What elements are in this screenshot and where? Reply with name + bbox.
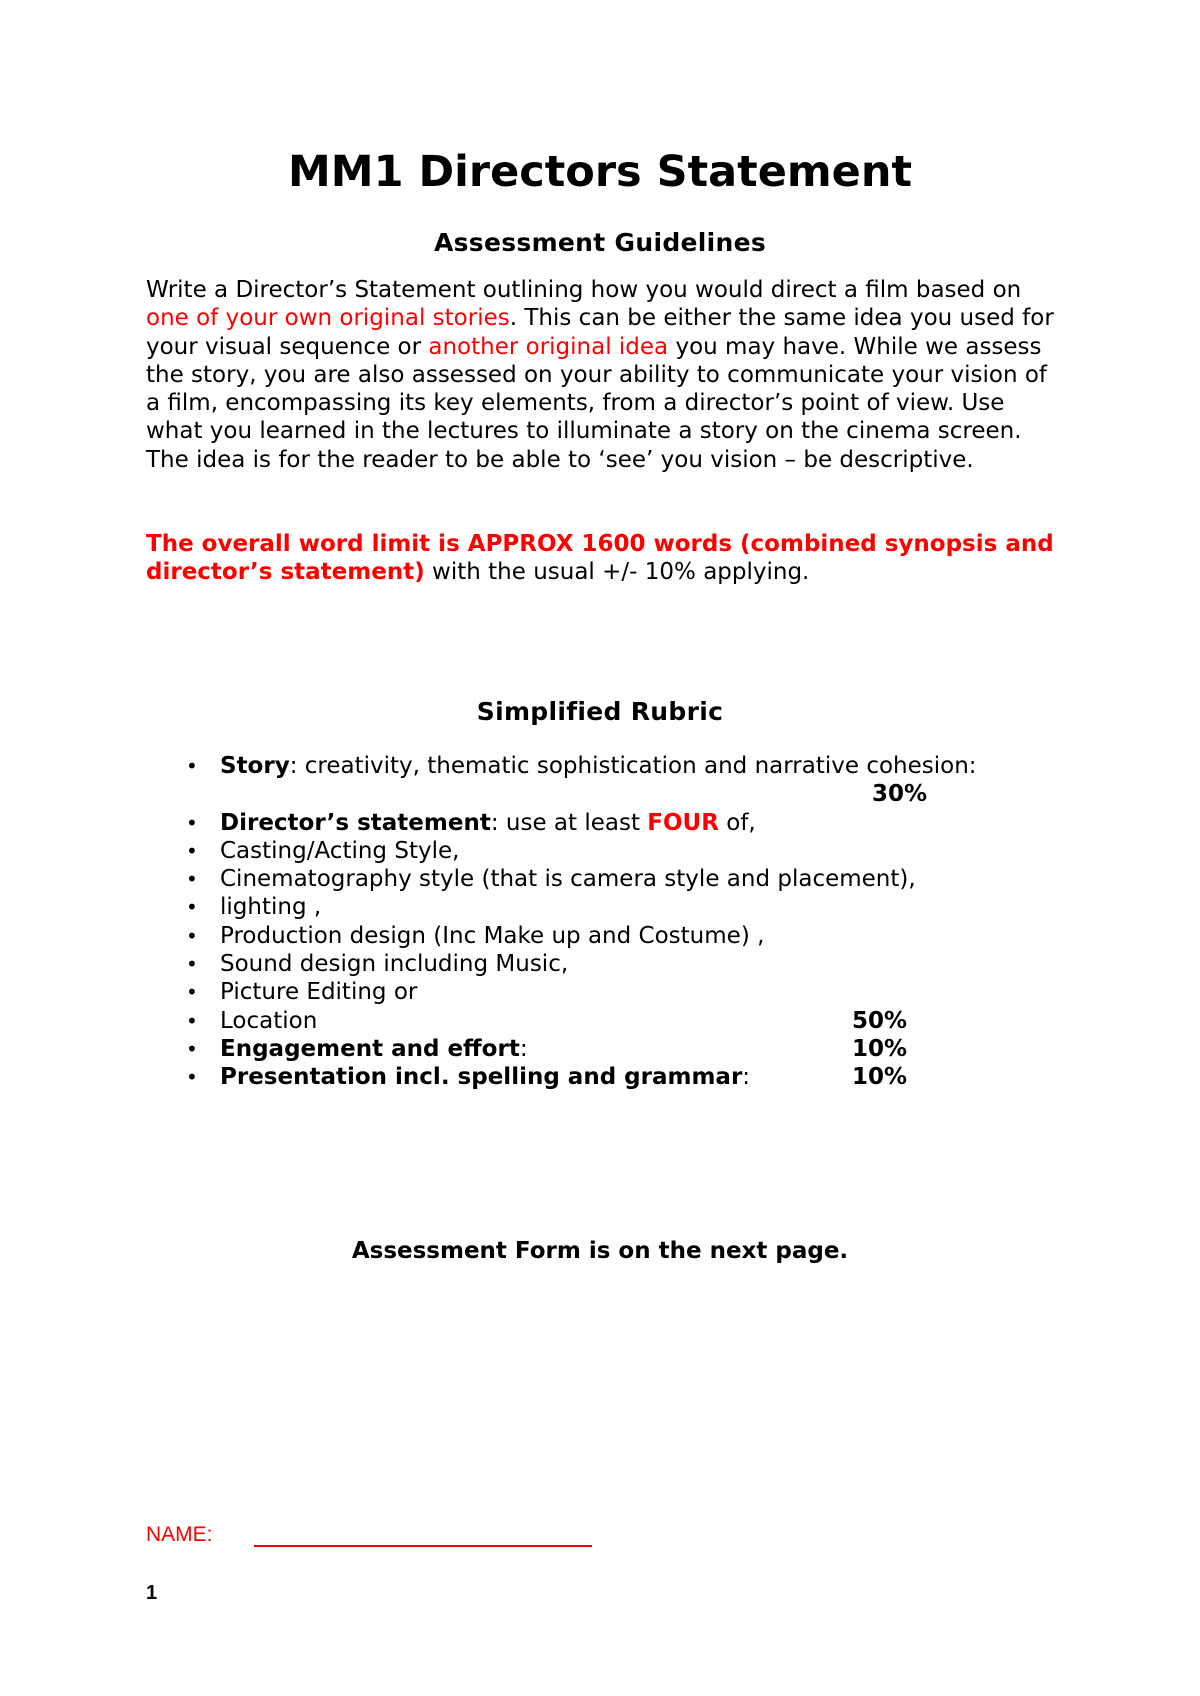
rubric-story-description: : creativity, thematic sophistication and narrative cohesion: [289,753,977,779]
assessment-guidelines-heading: Assessment Guidelines [433,228,767,257]
rubric-item-story [186,752,1046,809]
rubric-item-production-design [186,922,1046,950]
rubric-directors-label: Director’s statement [220,809,491,836]
rubric-item-location [186,1007,1046,1035]
rubric-list [186,752,1046,1092]
rubric-item-label: Casting/Acting Style, [220,837,460,864]
rubric-presentation-label: Presentation incl. spelling and grammar [220,1064,743,1091]
bullet-icon: • [186,923,198,948]
simplified-rubric-heading: Simplified Rubric [476,697,724,726]
rubric-presentation-colon: : [742,1064,751,1091]
bullet-icon: • [186,980,198,1005]
rubric-item-presentation [186,1063,1046,1091]
rubric-item-cinematography [186,865,1046,893]
intro-text-a: Write a Director’s Statement outlining how you would direct a film based on [146,277,1022,303]
rubric-location-label: Location [220,1007,318,1034]
bullet-icon: • [186,810,198,835]
bullet-icon: • [186,895,198,920]
rubric-item-sound-design [186,950,1046,978]
intro-text-c: you may have. While we assess the story, you are also assessed on your ability to communicate your vision of a film, encompassing its key elements, from a director’s point of view. Use what you learned in the lectures to illuminate a story on the cinema screen. [146,333,1047,445]
rubric-item-directors-statement [186,809,1046,837]
intro-text-see-vision: The idea is for the reader to be able to ‘see’ you vision – be descriptive. [146,446,974,473]
next-page-note: Assessment Form is on the next page. [351,1238,849,1264]
word-limit-paragraph [146,530,1066,587]
bullet-icon: • [186,952,198,977]
word-limit-highlight: The overall word limit is APPROX 1600 words (combined synopsis and director’s statement) [146,531,1054,586]
rubric-directors-end: of, [718,809,756,836]
rubric-item-label: Sound design including Music, [220,951,569,978]
rubric-item-label: Production design (Inc Make up and Costume) , [220,922,765,949]
rubric-story-label: Story [220,753,290,779]
intro-highlight-own-stories: one of your own original stories [146,305,510,332]
rubric-item-label: Cinematography style (that is camera style and placement), [220,866,916,893]
bullet-icon: • [186,1065,198,1090]
rubric-item-engagement [186,1035,1046,1063]
bullet-icon: • [186,1036,198,1061]
rubric-presentation-percent: 10% [852,1064,908,1091]
intro-text-b: . This can be either the same idea you used for your visual sequence or [146,305,1054,360]
bullet-icon: • [186,867,198,892]
bullet-icon: • [186,838,198,863]
rubric-item-lighting [186,893,1046,921]
rubric-engagement-colon: : [519,1035,528,1062]
rubric-item-label: lighting , [220,894,322,921]
rubric-item-picture-editing [186,978,1046,1006]
rubric-item-label: Picture Editing or [220,979,418,1006]
rubric-item-casting [186,837,1046,865]
rubric-engagement-label: Engagement and effort [220,1035,520,1062]
word-limit-rest: with the usual +/- 10% applying. [424,559,810,586]
page-number: 1 [146,1582,158,1604]
rubric-story-percent: 30% [872,781,928,808]
bullet-icon: • [186,1008,198,1033]
rubric-directors-four: FOUR [647,809,719,836]
name-entry-line[interactable] [254,1545,592,1547]
name-label: NAME: [146,1523,213,1546]
guidelines-paragraph [146,276,1066,474]
rubric-location-percent: 50% [852,1007,908,1034]
bullet-icon: • [186,754,198,778]
rubric-directors-text: : use at least [490,809,648,836]
rubric-engagement-percent: 10% [852,1035,908,1062]
document-title: MM1 Directors Statement [287,147,913,197]
intro-highlight-original-idea: another original idea [428,333,669,360]
